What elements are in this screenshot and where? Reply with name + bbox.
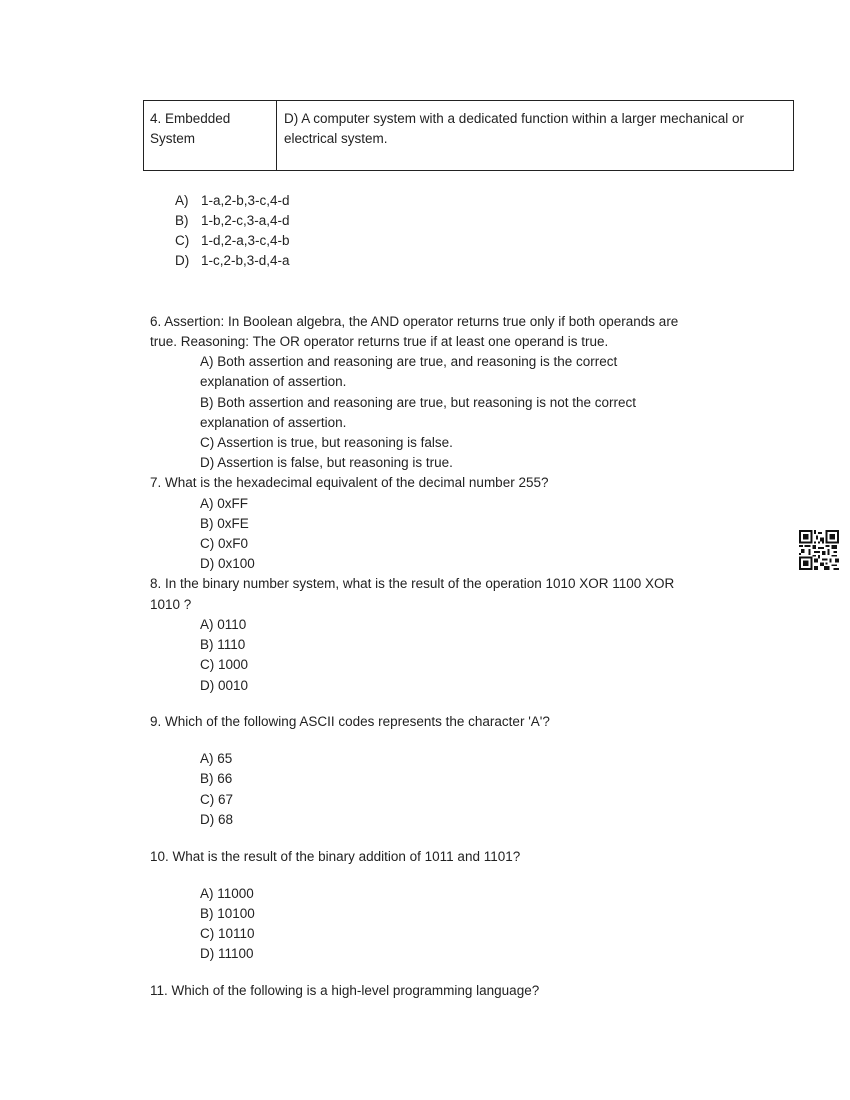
q10-question: 10. What is the result of the binary addition of 1011 and 1101? bbox=[150, 849, 521, 864]
q6-option-line: D) Assertion is false, but reasoning is true. bbox=[200, 455, 453, 470]
q5-option-b: B) 1-b,2-c,3-a,4-d bbox=[175, 213, 290, 228]
q11-question: 11. Which of the following is a high-level programming language? bbox=[150, 983, 540, 998]
q9-option: B) 66 bbox=[200, 771, 233, 786]
q7-option: D) 0x100 bbox=[200, 556, 255, 571]
q7-option: B) 0xFE bbox=[200, 516, 249, 531]
q7-question: 7. What is the hexadecimal equivalent of the decimal number 255? bbox=[150, 475, 549, 490]
q8-option: D) 0010 bbox=[200, 678, 249, 693]
match-table-row bbox=[143, 100, 794, 171]
match-table-right-cell: D) A computer system with a dedicated function within a larger mechanical or electrical system. bbox=[284, 111, 744, 146]
q5-option-a: A) 1-a,2-b,3-c,4-d bbox=[175, 193, 290, 208]
q5-option-c: C) 1-d,2-a,3-c,4-b bbox=[175, 233, 290, 248]
q6-question-line2: true. Reasoning: The OR operator returns true if at least one operand is true. bbox=[150, 334, 609, 349]
q7-option: C) 0xF0 bbox=[200, 536, 249, 551]
q5-option-d: D) 1-c,2-b,3-d,4-a bbox=[175, 253, 290, 268]
q6-option-line: explanation of assertion. bbox=[200, 374, 347, 389]
q8-option: B) 1110 bbox=[200, 637, 246, 652]
q6-option-line: B) Both assertion and reasoning are true, but reasoning is not the correct bbox=[200, 395, 637, 410]
q10-option: C) 10110 bbox=[200, 926, 255, 941]
q8-question-line1: 8. In the binary number system, what is the result of the operation 1010 XOR 1100 XOR bbox=[150, 576, 675, 591]
q6-option-line: explanation of assertion. bbox=[200, 415, 347, 430]
qr-code-icon bbox=[799, 530, 839, 570]
q8-option: C) 1000 bbox=[200, 657, 249, 672]
q7-option: A) 0xFF bbox=[200, 496, 249, 511]
match-table-left-cell: 4. Embedded System bbox=[144, 101, 277, 170]
q10-option: B) 10100 bbox=[200, 906, 255, 921]
q9-option: C) 67 bbox=[200, 792, 234, 807]
q6-option-line: A) Both assertion and reasoning are true, and reasoning is the correct bbox=[200, 354, 618, 369]
q8-option: A) 0110 bbox=[200, 617, 247, 632]
q9-option: A) 65 bbox=[200, 751, 233, 766]
q10-option: A) 11000 bbox=[200, 886, 254, 901]
q9-option: D) 68 bbox=[200, 812, 234, 827]
q9-question: 9. Which of the following ASCII codes represents the character 'A'? bbox=[150, 714, 550, 729]
q6-question-line1: 6. Assertion: In Boolean algebra, the AND operator returns true only if both operands are bbox=[150, 314, 679, 329]
q10-option: D) 11100 bbox=[200, 946, 254, 961]
q6-option-line: C) Assertion is true, but reasoning is false. bbox=[200, 435, 453, 450]
q8-question-line2: 1010 ? bbox=[150, 597, 192, 612]
